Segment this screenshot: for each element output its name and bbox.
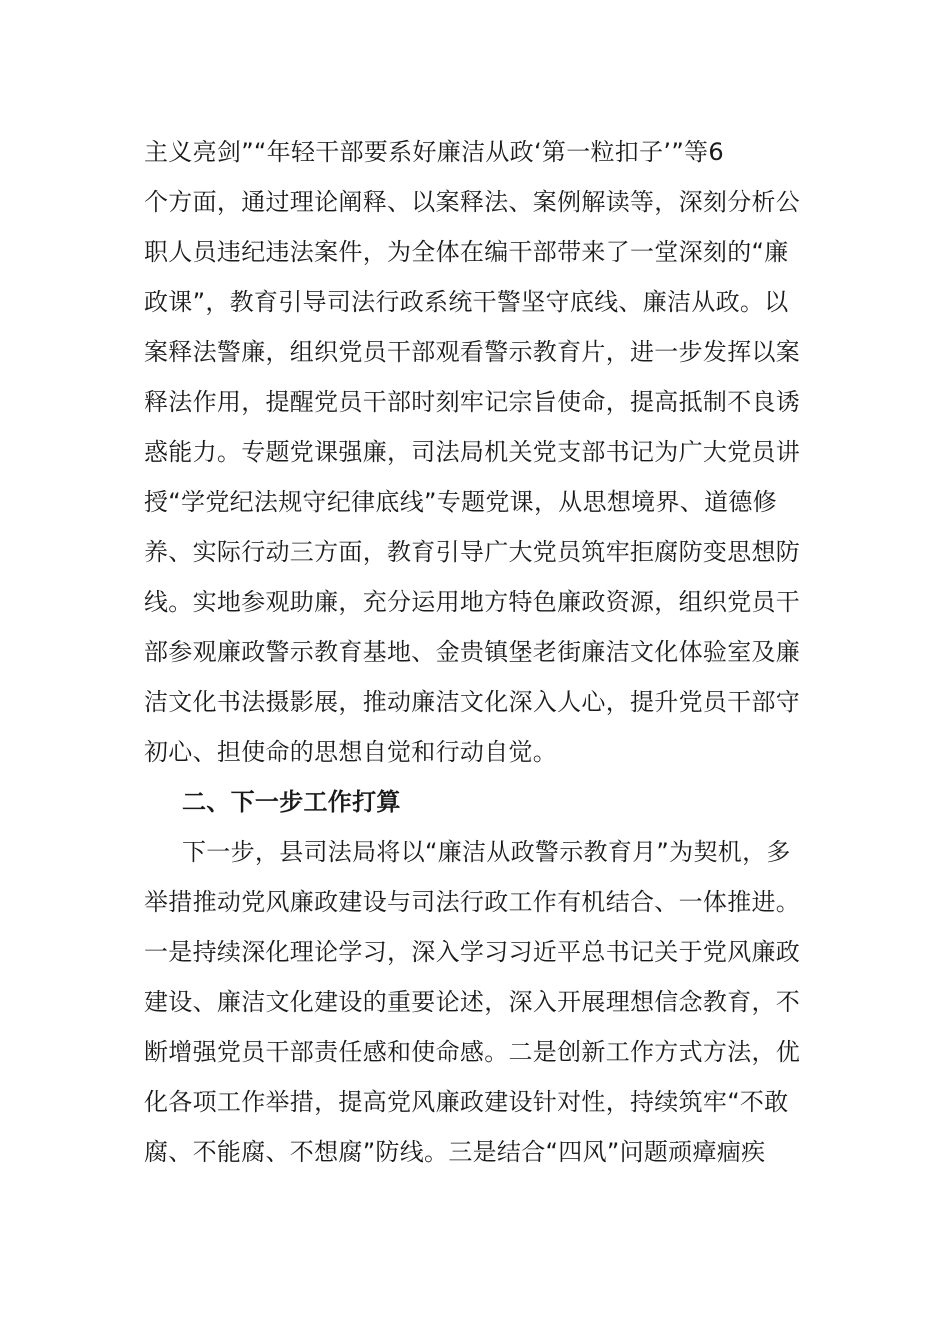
body-line: 洁文化书法摄影展，推动廉洁文化深入人心，提升党员干部守 bbox=[144, 688, 801, 716]
body-line: 一是持续深化理论学习，深入学习习近平总书记关于党风廉政 bbox=[144, 938, 801, 966]
body-line: 部参观廉政警示教育基地、金贵镇堡老街廉洁文化体验室及廉 bbox=[144, 638, 801, 666]
body-line: 主义亮剑”“年轻干部要系好廉洁从政‘第一粒扣子’”等6 bbox=[144, 138, 724, 166]
body-line: 惑能力。专题党课强廉，司法局机关党支部书记为广大党员讲 bbox=[144, 438, 801, 466]
body-line: 断增强党员干部责任感和使命感。二是创新工作方式方法，优 bbox=[144, 1038, 801, 1066]
body-line: 建设、廉洁文化建设的重要论述，深入开展理想信念教育，不 bbox=[144, 988, 801, 1016]
body-line: 案释法警廉，组织党员干部观看警示教育片，进一步发挥以案 bbox=[144, 338, 801, 366]
body-line: 线。实地参观助廉，充分运用地方特色廉政资源，组织党员干 bbox=[144, 588, 801, 616]
body-line: 授“学党纪法规守纪律底线”专题党课，从思想境界、道德修 bbox=[144, 488, 777, 516]
body-line: 养、实际行动三方面，教育引导广大党员筑牢拒腐防变思想防 bbox=[144, 538, 801, 566]
section-heading: 二、下一步工作打算 bbox=[182, 788, 401, 816]
body-line: 政课”，教育引导司法行政系统干警坚守底线、廉洁从政。以 bbox=[144, 288, 789, 316]
body-line: 释法作用，提醒党员干部时刻牢记宗旨使命，提高抵制不良诱 bbox=[144, 388, 801, 416]
body-line: 举措推动党风廉政建设与司法行政工作有机结合、一体推进。 bbox=[144, 888, 801, 916]
body-line: 初心、担使命的思想自觉和行动自觉。 bbox=[144, 738, 558, 766]
body-line: 个方面，通过理论阐释、以案释法、案例解读等，深刻分析公 bbox=[144, 188, 801, 216]
body-line: 化各项工作举措，提高党风廉政建设针对性，持续筑牢“不敢 bbox=[144, 1088, 789, 1116]
body-line: 下一步，县司法局将以“廉洁从政警示教育月”为契机，多 bbox=[182, 838, 791, 866]
body-line: 腐、不能腐、不想腐”防线。三是结合“四风”问题顽瘴痼疾 bbox=[144, 1138, 766, 1166]
body-line: 职人员违纪违法案件，为全体在编干部带来了一堂深刻的“廉 bbox=[144, 238, 789, 266]
